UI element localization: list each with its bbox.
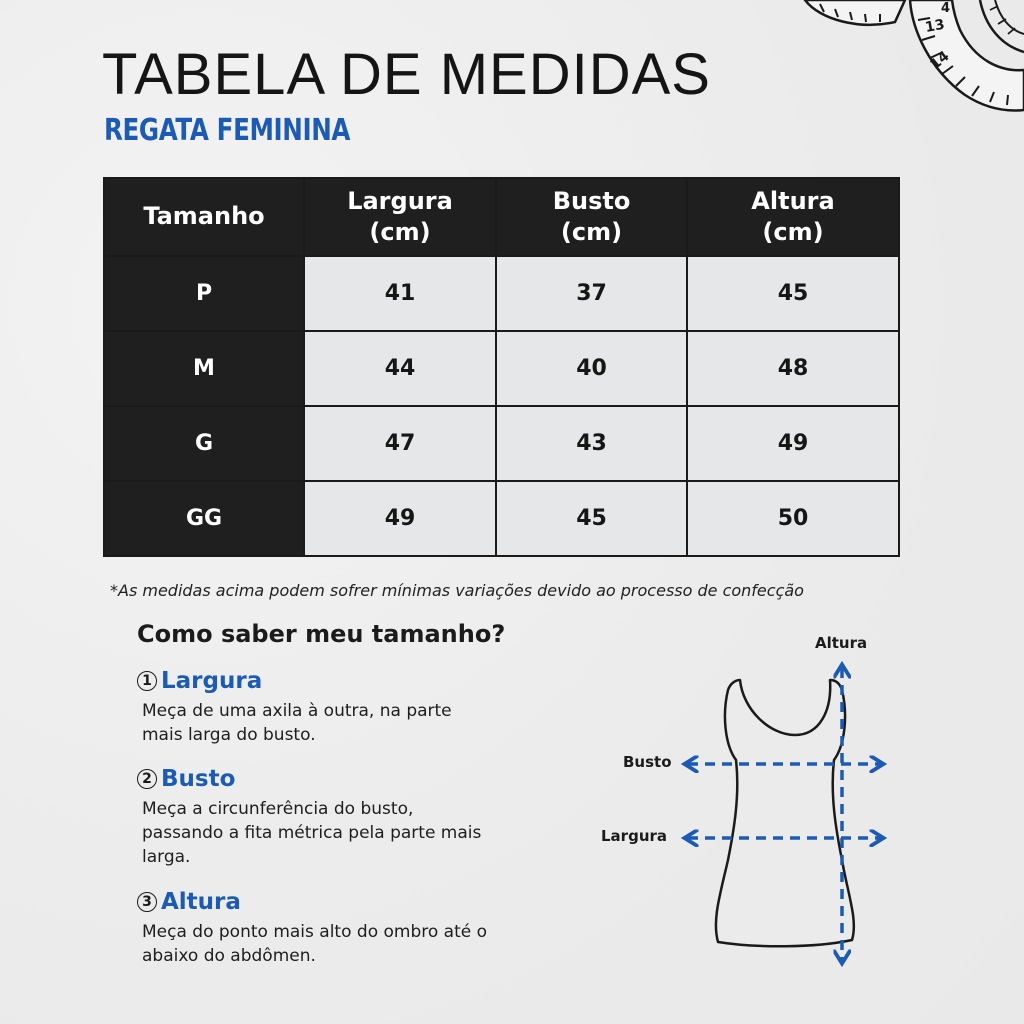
step-description <box>142 921 557 969</box>
tank-top-diagram <box>590 620 900 970</box>
largura-cell: 49 <box>304 481 496 556</box>
header-largura <box>304 178 496 256</box>
header-label: Busto <box>552 186 631 215</box>
busto-cell: 37 <box>496 256 687 331</box>
desc-line: abaixo do abdômen. <box>142 945 316 966</box>
busto-cell: 43 <box>496 406 687 481</box>
step-number: 3 <box>137 892 157 912</box>
altura-cell: 49 <box>687 406 899 481</box>
desc-line: Meça do ponto mais alto do ombro até o <box>142 922 488 942</box>
step-head <box>137 889 557 915</box>
altura-cell: 45 <box>687 256 899 331</box>
size-cell: P <box>104 256 304 331</box>
altura-label: Altura <box>815 634 868 652</box>
step-number: 2 <box>137 769 157 789</box>
desc-line: Meça a circunferência do busto, <box>142 799 414 819</box>
header-altura <box>687 178 899 256</box>
table-row <box>104 406 899 481</box>
desc-line: Meça de uma axila à outra, na parte <box>142 701 452 721</box>
largura-cell: 44 <box>304 331 496 406</box>
header-label: Altura <box>751 186 835 215</box>
step-title: Largura <box>161 668 263 694</box>
step-title: Busto <box>161 766 236 792</box>
table-header-row <box>104 178 899 256</box>
step-head <box>137 668 557 694</box>
size-cell: M <box>104 331 304 406</box>
header-unit: (cm) <box>762 218 824 246</box>
guide-title: Como saber meu tamanho? <box>137 620 506 648</box>
header-busto <box>496 178 687 256</box>
step-number: 1 <box>137 671 157 691</box>
desc-line: larga. <box>142 846 191 867</box>
desc-line: mais larga do busto. <box>142 724 316 745</box>
size-table <box>103 177 900 557</box>
tape-number: 14 <box>927 48 953 74</box>
tape-number: 13 <box>923 16 946 36</box>
measuring-tape-icon <box>800 0 1024 125</box>
step-busto <box>137 766 557 869</box>
busto-cell: 45 <box>496 481 687 556</box>
altura-cell: 48 <box>687 331 899 406</box>
step-title: Altura <box>161 889 241 915</box>
altura-cell: 50 <box>687 481 899 556</box>
page-title: TABELA DE MEDIDAS <box>102 42 711 107</box>
size-cell: GG <box>104 481 304 556</box>
largura-label: Largura <box>601 827 668 845</box>
size-cell: G <box>104 406 304 481</box>
step-altura <box>137 889 557 969</box>
measurement-note: *As medidas acima podem sofrer mínimas variações devido ao processo de confecção <box>110 581 804 600</box>
header-label: Largura <box>347 186 453 215</box>
table-row <box>104 256 899 331</box>
largura-cell: 47 <box>304 406 496 481</box>
tape-number: 4 <box>941 1 951 16</box>
largura-cell: 41 <box>304 256 496 331</box>
desc-line: passando a fita métrica pela parte mais <box>142 822 482 843</box>
step-head <box>137 766 557 792</box>
table-row <box>104 331 899 406</box>
header-unit: (cm) <box>369 218 431 246</box>
step-description <box>142 798 557 869</box>
busto-cell: 40 <box>496 331 687 406</box>
tank-top-icon <box>716 680 854 946</box>
header-size: Tamanho <box>104 178 304 256</box>
header-unit: (cm) <box>560 218 623 246</box>
step-description <box>142 700 557 748</box>
busto-label: Busto <box>623 753 672 771</box>
page-subtitle: REGATA FEMININA <box>104 113 350 148</box>
step-largura <box>137 668 557 748</box>
table-row <box>104 481 899 556</box>
